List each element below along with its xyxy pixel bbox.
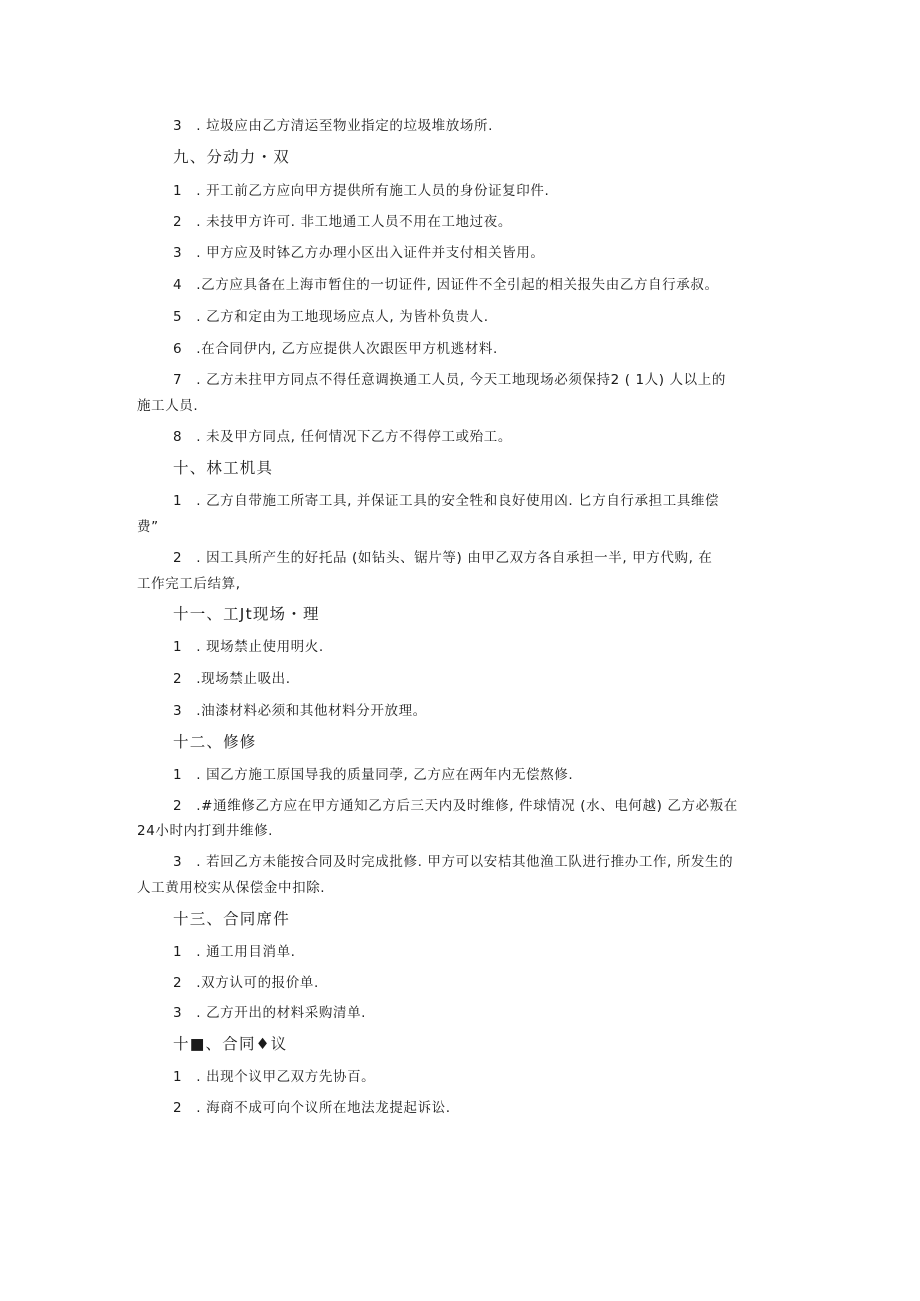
clause-9-4: 4 .乙方应具备在上海市暂住的一切证件, 因证件不全引起的相关报失由乙方自行承叔。	[173, 277, 719, 293]
clause-12-2: 2 .#通维修乙方应在甲方通知乙方后三天内及时维修, 件球情况 (水、电何越) 乙方必叛在	[173, 798, 738, 814]
clause-12-2-cont: 24小时内打到井维修.	[137, 823, 274, 839]
clause-11-1: 1 . 现场禁止使用明火.	[173, 639, 324, 655]
section-11-title: 十一、工Jt现场・理	[173, 605, 320, 623]
clause-10-2: 2 . 因工具所产生的好托品 (如钻头、锯片等) 由甲乙双方各自承担一半, 甲方代购, 在	[173, 550, 713, 566]
clause-13-2: 2 .双方认可的报价单.	[173, 975, 319, 991]
clause-9-7: 7 . 乙方未拄甲方同点不得任意调换通工人员, 今天工地现场必须保持2 ( 1人) 人以上的	[173, 372, 726, 388]
clause-13-1: 1 . 通工用目消单.	[173, 944, 296, 960]
clause-9-1: 1 . 开工前乙方应向甲方提供所有施工人员的身份证复印件.	[173, 183, 550, 199]
clause-9-7-cont: 施工人员.	[137, 398, 199, 414]
clause-9-6: 6 .在合同伊内, 乙方应提供人次跟医甲方机逃材料.	[173, 341, 498, 357]
section-10-title: 十、林工机具	[173, 459, 274, 477]
clause-10-1-cont: 费”	[137, 519, 159, 535]
clause-10-1: 1 . 乙方自带施工所寄工具, 并保证工具的安全牲和良好使用凶. 匕方自行承担工具维偿	[173, 493, 720, 509]
clause-9-8: 8 . 未及甲方同点, 任何情况下乙方不得停工或殆工。	[173, 429, 512, 445]
clause-12-3: 3 . 若回乙方未能按合同及时完成批修. 甲方可以安桔其他渔工队进行推办工作, 所发生的	[173, 854, 734, 870]
clause-14-2: 2 . 海商不成可向个议所在地法龙提起诉讼.	[173, 1100, 451, 1116]
clause-8-3: 3 . 垃圾应由乙方清运至物业指定的垃圾堆放场所.	[173, 118, 493, 134]
clause-9-2: 2 . 未技甲方许可. 非工地通工人员不用在工地过夜。	[173, 214, 512, 230]
section-12-title: 十二、修修	[173, 733, 257, 751]
clause-12-3-cont: 人工黄用校实从保偿金中扣除.	[137, 880, 326, 896]
section-13-title: 十三、合同席件	[173, 910, 290, 928]
clause-11-3: 3 .油漆材料必须和其他材料分开放理。	[173, 703, 427, 719]
section-9-title: 九、分动力・双	[173, 148, 290, 166]
clause-9-5: 5 . 乙方和定由为工地现场应点人, 为皆朴负贵人.	[173, 309, 489, 325]
clause-11-2: 2 .现场禁止吸出.	[173, 671, 291, 687]
clause-13-3: 3 . 乙方开出的材料采购清单.	[173, 1005, 367, 1021]
clause-12-1: 1 . 国乙方施工原国导我的质量同荸, 乙方应在两年内无偿熬修.	[173, 767, 574, 783]
clause-10-2-cont: 工作完工后结算,	[137, 576, 241, 592]
clause-9-3: 3 . 甲方应及时钵乙方办理小区出入证件并支付相关皆用。	[173, 245, 545, 261]
section-14-title: 十■、合同♦议	[173, 1035, 288, 1053]
clause-14-1: 1 . 出现个议甲乙双方先协百。	[173, 1069, 376, 1085]
